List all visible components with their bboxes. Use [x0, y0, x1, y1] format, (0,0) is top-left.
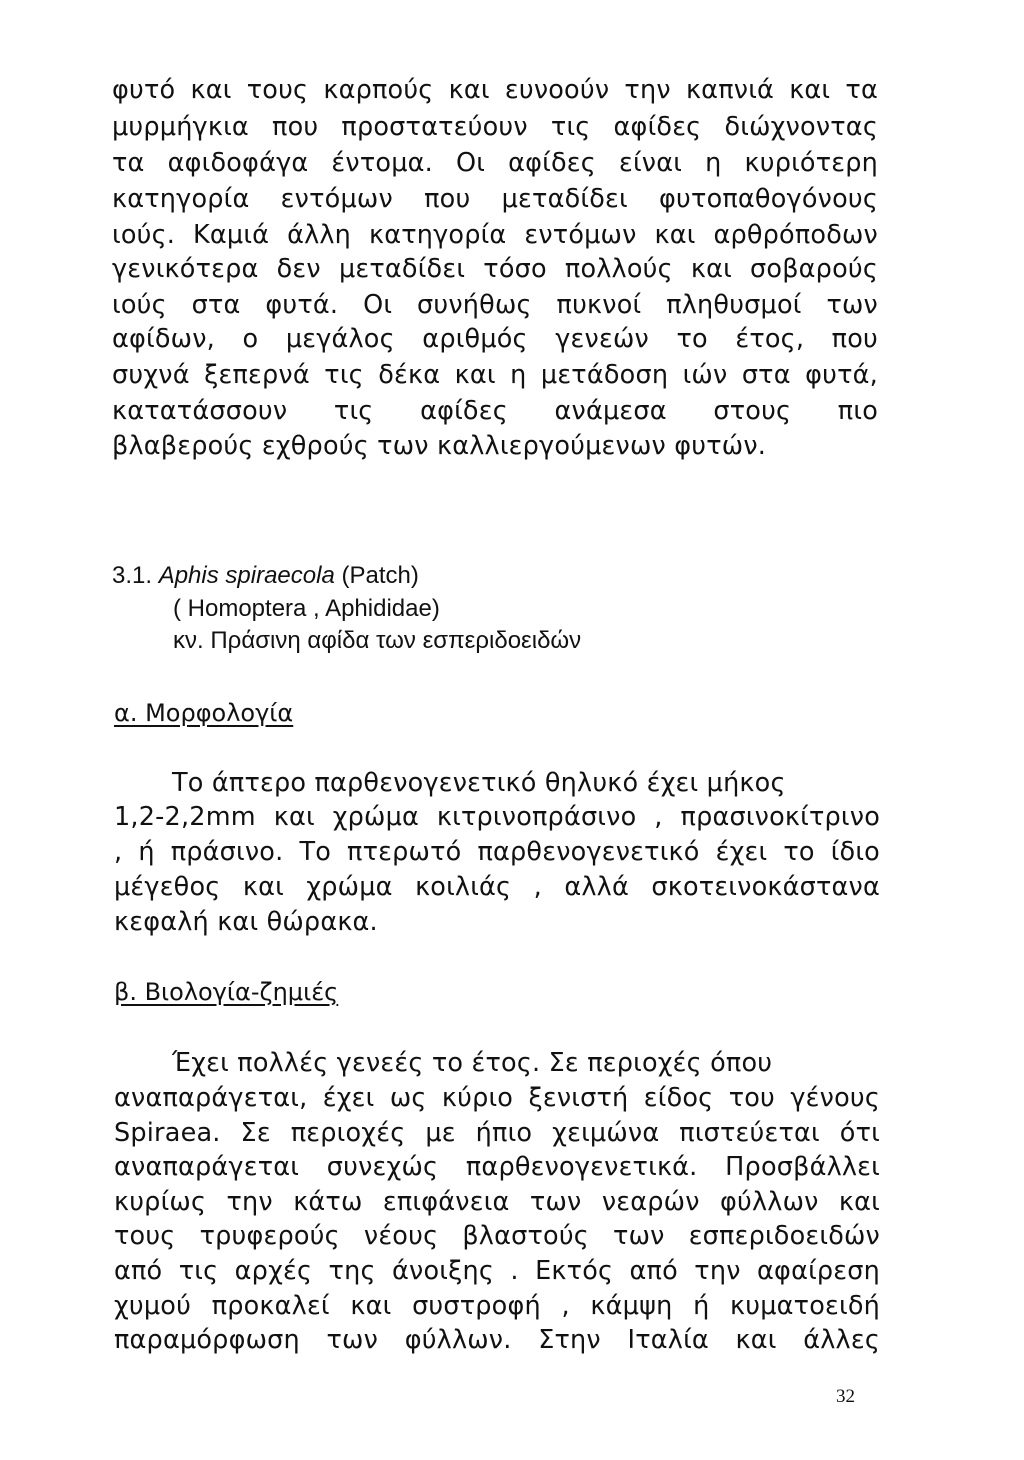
text-line: κεφαλή και θώρακα.	[114, 907, 378, 937]
text-line: κυρίως την κάτω επιφάνεια των νεαρών φύλλων και	[114, 1187, 880, 1217]
text-line: μυρμήγκια που προστατεύουν τις αφίδες διώχνοντας	[112, 112, 878, 142]
text-line: ιούς. Καμιά άλλη κατηγορία εντόμων και αρθρόποδων	[112, 220, 878, 250]
taxonomy: ( Homoptera , Aphididae)	[173, 595, 440, 622]
biology-title: β. Βιολογία-ζημιές	[114, 978, 339, 1006]
text-line: φυτό και τους καρπούς και ευνοούν την καπνιά και τα	[112, 75, 878, 105]
text-line: παραμόρφωση των φύλλων. Στην Ιταλία και άλλες	[114, 1325, 880, 1355]
text-line: Έχει πολλές γενεές το έτος. Σε περιοχές όπου	[172, 1048, 773, 1078]
text-line: 1,2-2,2mm και χρώμα κιτρινοπράσινο , πρασινοκίτρινο	[114, 802, 880, 832]
text-line: Spiraea. Σε περιοχές με ήπιο χειμώνα πιστεύεται ότι	[114, 1118, 880, 1148]
text-line: ιούς στα φυτά. Οι συνήθως πυκνοί πληθυσμοί των	[112, 290, 878, 320]
text-line: , ή πράσινο. Το πτερωτό παρθενογενετικό έχει το ίδιο	[114, 837, 880, 867]
text-line: αναπαράγεται συνεχώς παρθενογενετικά. Προσβάλλει	[114, 1152, 880, 1182]
species-name: Aphis spiraecola	[158, 562, 335, 589]
text-line: Το άπτερο παρθενογενετικό θηλυκό έχει μήκος	[172, 768, 786, 798]
text-line: από τις αρχές της άνοιξης . Εκτός από την αφαίρεση	[114, 1256, 880, 1286]
section-number: 3.1.	[112, 562, 153, 589]
text-line: τα αφιδοφάγα έντομα. Οι αφίδες είναι η κυριότερη	[112, 148, 878, 178]
page-number: 32	[836, 1386, 855, 1407]
text-line: κατατάσσουν τις αφίδες ανάμεσα στους πιο	[112, 396, 878, 426]
text-line: συχνά ξεπερνά τις δέκα και η μετάδοση ιών στα φυτά,	[112, 360, 878, 390]
text-line: κατηγορία εντόμων που μεταδίδει φυτοπαθογόνους	[112, 184, 878, 214]
text-line: αφίδων, ο μεγάλος αριθμός γενεών το έτος, που	[112, 324, 878, 354]
text-line: μέγεθος και χρώμα κοιλιάς , αλλά σκοτεινοκάστανα	[114, 872, 880, 902]
morphology-title: α. Μορφολογία	[114, 699, 294, 727]
text-line: τους τρυφερούς νέους βλαστούς των εσπεριδοειδών	[114, 1221, 880, 1251]
section-title	[112, 561, 419, 591]
text-line: αναπαράγεται, έχει ως κύριο ξενιστή είδος του γένους	[114, 1083, 880, 1113]
text-line: χυμού προκαλεί και συστροφή , κάμψη ή κυματοειδή	[114, 1291, 880, 1321]
common-name: κν. Πράσινη αφίδα των εσπεριδοειδών	[173, 627, 582, 654]
text-line: βλαβερούς εχθρούς των καλλιεργούμενων φυτών.	[112, 431, 767, 461]
text-line: γενικότερα δεν μεταδίδει τόσο πολλούς και σοβαρούς	[112, 254, 878, 284]
species-author: (Patch)	[341, 562, 419, 589]
